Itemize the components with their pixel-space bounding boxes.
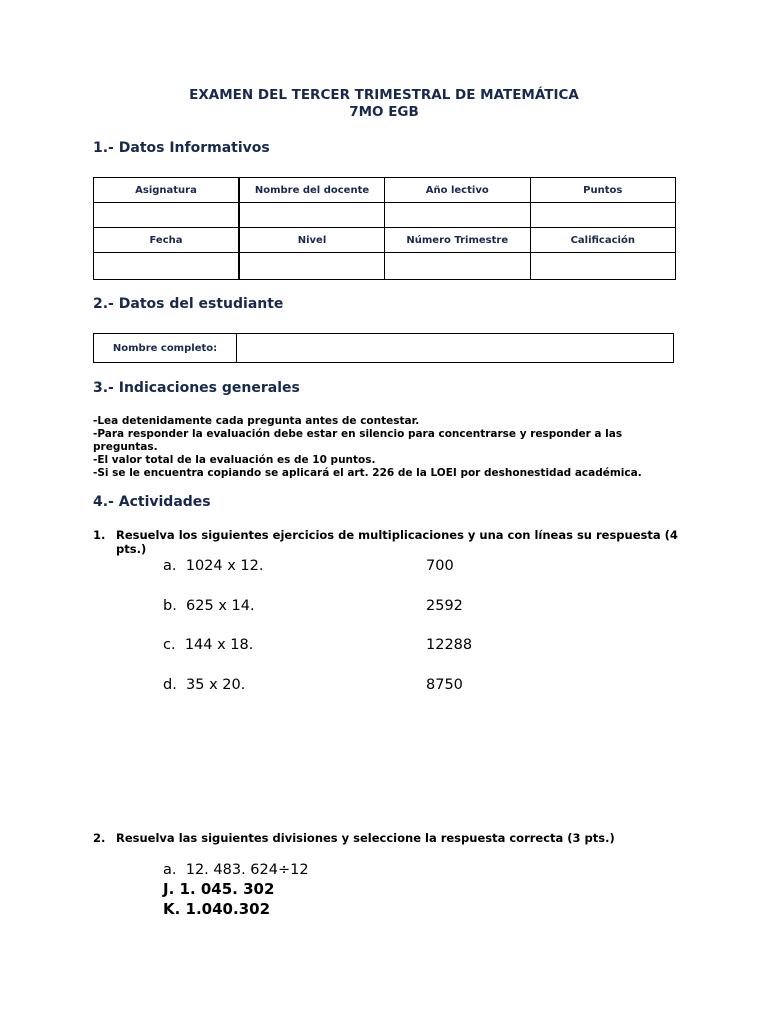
section4-heading: 4.- Actividades (93, 494, 211, 510)
info-label-teacher: Nombre del docente (239, 178, 385, 203)
q1-exercise-d (163, 676, 245, 694)
info-label-subject: Asignatura (94, 178, 240, 203)
q1-answer-3: 12288 (426, 637, 473, 653)
info-field-trimester[interactable] (385, 253, 531, 280)
info-field-date[interactable] (94, 253, 240, 280)
q1-answer-4: 8750 (426, 677, 463, 693)
info-label-grade: Calificación (530, 228, 676, 253)
exercise-expr: 12. 483. 624÷12 (185, 862, 309, 878)
info-label-year: Año lectivo (385, 178, 531, 203)
exercise-letter: b. (163, 598, 177, 614)
q1-exercise-a (163, 557, 263, 575)
info-field-points[interactable] (530, 203, 676, 228)
exercise-expr: 1024 x 12. (185, 558, 264, 574)
q2-number: 2. (93, 831, 106, 845)
info-field-teacher[interactable] (239, 203, 385, 228)
section1-heading: 1.- Datos Informativos (93, 140, 270, 156)
exam-title-line2: 7MO EGB (349, 104, 419, 120)
q2-text: Resuelva las siguientes divisiones y seleccione la respuesta correcta (3 pts.) (116, 831, 615, 845)
q1-exercise-b (163, 597, 255, 615)
exercise-letter: d. (163, 677, 177, 693)
student-name-label: Nombre completo: (94, 334, 237, 363)
exercise-letter: a. (163, 558, 177, 574)
info-table (93, 177, 676, 280)
info-label-level: Nivel (239, 228, 385, 253)
instruction-item: -Para responder la evaluación debe estar en silencio para concentrarse y responder a las preguntas. (93, 428, 623, 453)
instruction-item: -El valor total de la evaluación es de 10 puntos. (93, 454, 376, 466)
q1-exercise-c (163, 636, 253, 654)
student-table (93, 333, 674, 363)
instruction-item: -Si se le encuentra copiando se aplicará el art. 226 de la LOEI por deshonestidad académica. (93, 467, 642, 479)
info-field-year[interactable] (385, 203, 531, 228)
exam-title-line1: EXAMEN DEL TERCER TRIMESTRAL DE MATEMÁTICA (189, 87, 579, 103)
info-label-date: Fecha (94, 228, 240, 253)
q1-number: 1. (93, 528, 106, 542)
info-label-points: Puntos (530, 178, 676, 203)
info-field-grade[interactable] (530, 253, 676, 280)
instruction-item: -Lea detenidamente cada pregunta antes de contestar. (93, 415, 420, 427)
q2-exercise-a (163, 861, 309, 879)
section2-heading: 2.- Datos del estudiante (93, 296, 284, 312)
info-label-trimester: Número Trimestre (385, 228, 531, 253)
info-field-level[interactable] (239, 253, 385, 280)
exercise-expr: 144 x 18. (184, 637, 254, 653)
q2-option-j[interactable]: J. 1. 045. 302 (163, 880, 275, 898)
q1-answer-2: 2592 (426, 598, 463, 614)
exercise-letter: c. (163, 637, 176, 653)
q1-text: Resuelva los siguientes ejercicios de multiplicaciones y una con líneas su respuesta (4 pts.) (116, 528, 678, 556)
student-name-field[interactable] (237, 334, 674, 363)
instructions-list (93, 415, 653, 480)
q2-option-k[interactable]: K. 1.040.302 (163, 900, 270, 918)
exercise-expr: 35 x 20. (186, 677, 246, 693)
q1-answer-1: 700 (426, 558, 454, 574)
info-field-subject[interactable] (94, 203, 240, 228)
exam-title (0, 87, 768, 121)
exercise-letter: a. (163, 862, 177, 878)
section3-heading: 3.- Indicaciones generales (93, 380, 300, 396)
exercise-expr: 625 x 14. (186, 598, 255, 614)
